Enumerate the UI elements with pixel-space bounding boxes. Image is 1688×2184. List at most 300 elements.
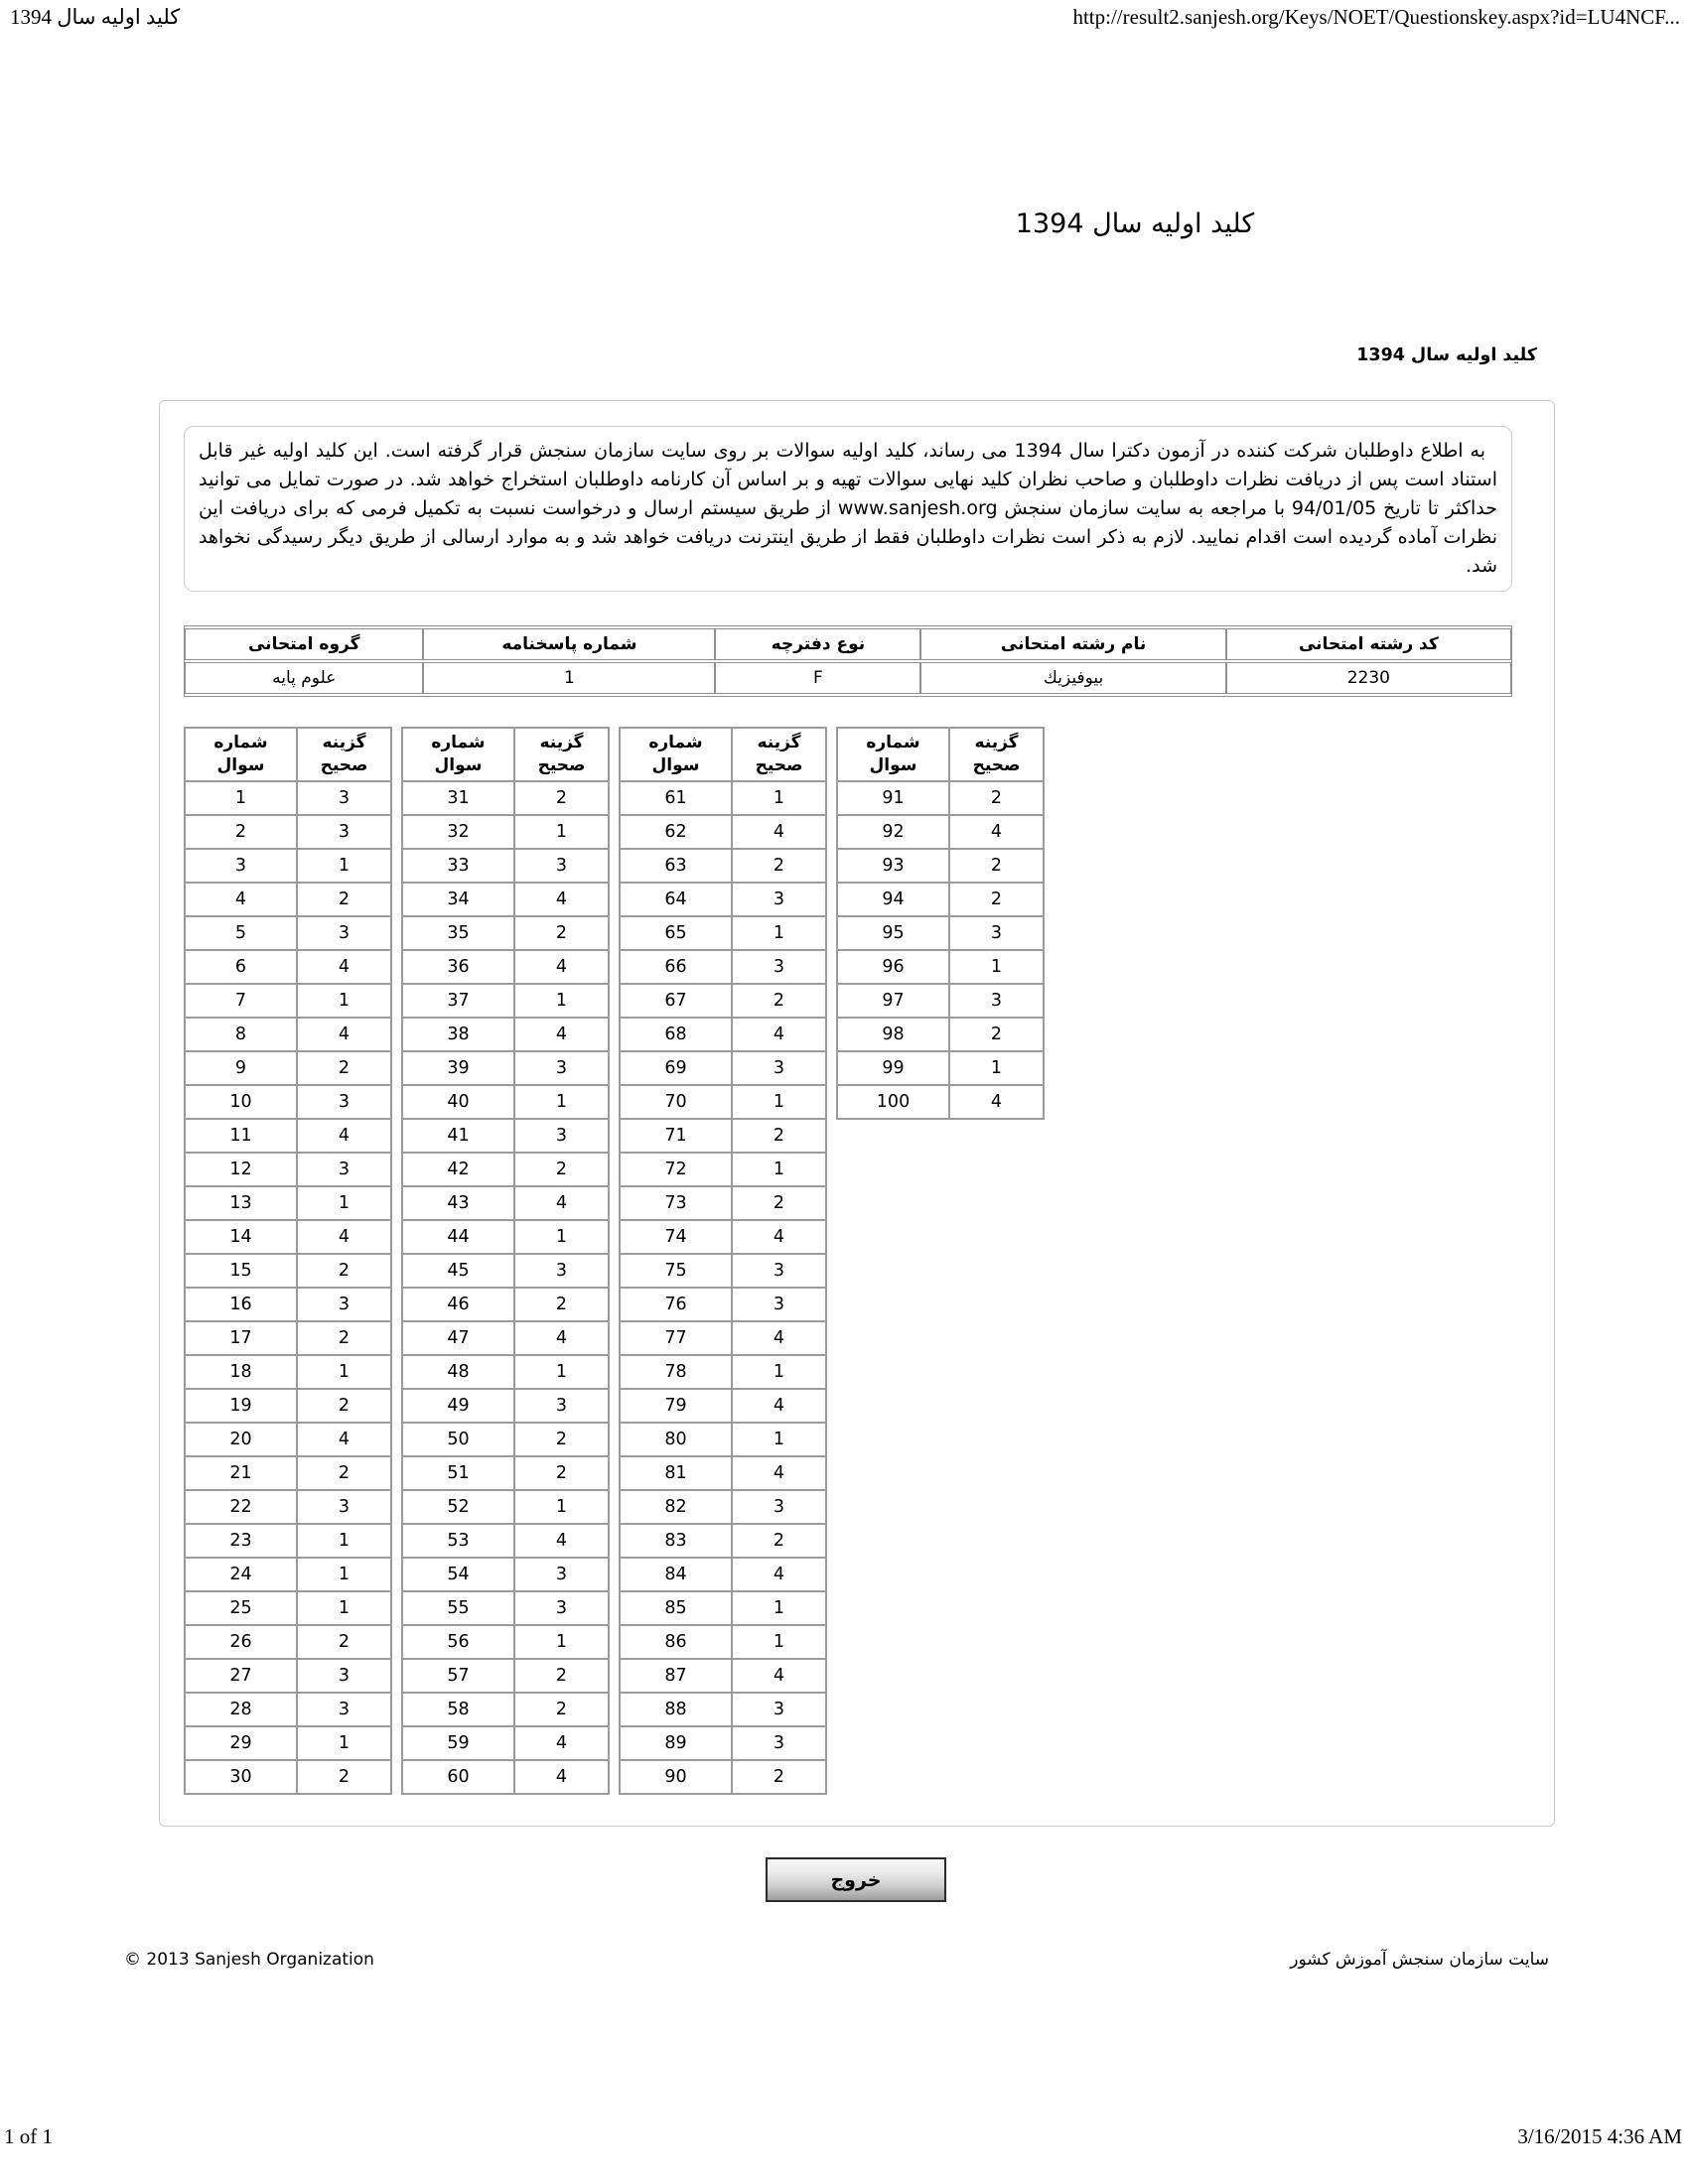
correct-option: 4 [949,815,1044,849]
question-number: 79 [620,1389,732,1423]
question-number: 70 [620,1085,732,1119]
question-number: 2 [185,815,297,849]
main-content-panel [159,400,1555,1827]
correct-option: 4 [732,1220,826,1254]
answer-row [402,1524,609,1558]
correct-option-header: گزینه صحیح [732,728,826,781]
answer-row [402,1051,609,1085]
correct-option: 3 [297,1085,391,1119]
correct-option: 1 [949,1051,1044,1085]
answer-row [620,1051,826,1085]
answersheet-number-value: 1 [423,662,715,694]
question-number: 83 [620,1524,732,1558]
answer-row [620,1693,826,1726]
correct-option: 2 [297,1321,391,1355]
question-number: 33 [402,849,514,883]
correct-option: 3 [514,1051,609,1085]
correct-option: 4 [949,1085,1044,1119]
answer-row [837,950,1044,984]
answer-row [620,1456,826,1490]
answer-row [837,883,1044,916]
print-header-title: کلید اولیه سال 1394 [10,5,181,29]
question-number: 90 [620,1760,732,1794]
correct-option: 4 [732,1659,826,1693]
question-number: 84 [620,1558,732,1591]
correct-option: 3 [732,1254,826,1288]
answer-key-header-row [185,728,391,781]
answersheet-number-header: شماره پاسخنامه [423,628,715,660]
correct-option: 3 [514,1119,609,1153]
correct-option: 1 [732,781,826,815]
correct-option: 4 [514,1760,609,1794]
correct-option-header: گزینه صحیح [949,728,1044,781]
correct-option: 4 [732,1321,826,1355]
answer-row [620,781,826,815]
question-number: 82 [620,1490,732,1524]
question-number: 50 [402,1423,514,1456]
question-number-header: شماره سوال [402,728,514,781]
answer-row [185,1085,391,1119]
question-number: 25 [185,1591,297,1625]
answer-row [402,1625,609,1659]
answer-row [185,984,391,1018]
question-number: 5 [185,916,297,950]
answer-row [402,1389,609,1423]
correct-option: 4 [514,1186,609,1220]
answer-row [620,1726,826,1760]
question-number: 23 [185,1524,297,1558]
question-number: 92 [837,815,949,849]
question-number: 86 [620,1625,732,1659]
answer-row [185,1321,391,1355]
correct-option: 3 [297,815,391,849]
answer-row [402,1355,609,1389]
question-number: 91 [837,781,949,815]
question-number: 55 [402,1591,514,1625]
correct-option: 2 [514,916,609,950]
answer-row [402,1321,609,1355]
answer-row [185,1389,391,1423]
correct-option: 2 [732,1524,826,1558]
correct-option: 3 [949,916,1044,950]
correct-option: 1 [732,1625,826,1659]
answer-row [402,1288,609,1321]
answer-row [620,1389,826,1423]
answer-row [185,1220,391,1254]
question-number: 93 [837,849,949,883]
answer-row [620,1119,826,1153]
exam-info-value-row [185,662,1511,694]
question-number: 88 [620,1693,732,1726]
answer-row [185,916,391,950]
correct-option: 1 [732,1153,826,1186]
question-number: 32 [402,815,514,849]
question-number: 19 [185,1389,297,1423]
correct-option: 1 [514,815,609,849]
answer-key-header-row [837,728,1044,781]
question-number: 96 [837,950,949,984]
correct-option: 2 [514,781,609,815]
correct-option: 1 [732,1591,826,1625]
question-number-header: شماره سوال [620,728,732,781]
question-number: 87 [620,1659,732,1693]
correct-option: 3 [297,1659,391,1693]
answer-row [620,1321,826,1355]
answer-row [402,1659,609,1693]
correct-option: 2 [949,1018,1044,1051]
correct-option: 3 [297,781,391,815]
correct-option: 3 [732,1288,826,1321]
question-number: 54 [402,1558,514,1591]
answer-row [620,984,826,1018]
correct-option: 4 [297,950,391,984]
answer-row [402,1726,609,1760]
page-subtitle: کلید اولیه سال 1394 [1356,345,1537,365]
booklet-type-value: F [715,662,920,694]
correct-option: 4 [297,1018,391,1051]
answer-key-table-61-90 [619,727,827,1795]
field-name-header: نام رشته امتحانی [920,628,1225,660]
question-number: 12 [185,1153,297,1186]
answer-row [620,1591,826,1625]
question-number: 27 [185,1659,297,1693]
answer-row [185,950,391,984]
answer-row [402,1693,609,1726]
question-number: 75 [620,1254,732,1288]
notice-text: به اطلاع داوطلبان شرکت کننده در آزمون دکترا سال 1394 می رساند، کلید اولیه سوالات بر روی سایت سازمان سنجش قرار گرفته است. این کلید اولیه غیر قابل استناد است پس از دریافت نظرات داوطلبان و صاحب نظران کلید نهایی سوالات تهیه و بر اساس آن کارنامه داوطلبان استخراج خواهد شد. در صورت تمایل می توانید حداکثر تا تاریخ 94/01/05 با مراجعه به سایت سازمان سنجش www.sanjesh.org از طریق سیستم ارسال و درخواست نسبت به تکمیل فرمی که برای دریافت این نظرات آماده گردیده است اقدام نمایید. لازم به ذکر است نظرات داوطلبان فقط از طریق اینترنت دریافت خواهد شد و به موارد ارسالی از طریق دیگر رسیدگی نخواهد شد. [199,440,1498,577]
question-number: 58 [402,1693,514,1726]
correct-option: 3 [297,1153,391,1186]
correct-option: 1 [297,984,391,1018]
question-number: 42 [402,1153,514,1186]
correct-option: 1 [732,1085,826,1119]
correct-option: 3 [514,1389,609,1423]
correct-option: 1 [297,849,391,883]
exam-info-table [184,625,1512,697]
answer-row [185,1254,391,1288]
answer-row [402,1153,609,1186]
question-number: 97 [837,984,949,1018]
question-number: 7 [185,984,297,1018]
correct-option: 2 [297,1625,391,1659]
correct-option: 1 [514,1220,609,1254]
answer-row [185,1018,391,1051]
answer-row [185,1591,391,1625]
question-number: 31 [402,781,514,815]
question-number: 26 [185,1625,297,1659]
question-number: 35 [402,916,514,950]
correct-option: 4 [732,1558,826,1591]
booklet-type-header: نوع دفترچه [715,628,920,660]
question-number-header: شماره سوال [837,728,949,781]
copyright-text: © 2013 Sanjesh Organization [124,1950,374,1970]
answer-row [620,950,826,984]
question-number: 45 [402,1254,514,1288]
answer-row [185,1490,391,1524]
question-number: 21 [185,1456,297,1490]
question-number: 13 [185,1186,297,1220]
correct-option: 2 [732,1186,826,1220]
correct-option: 3 [514,1591,609,1625]
question-number: 66 [620,950,732,984]
question-number: 22 [185,1490,297,1524]
question-number: 49 [402,1389,514,1423]
answer-row [185,1186,391,1220]
correct-option: 2 [949,883,1044,916]
answer-row [620,815,826,849]
answer-row [185,1659,391,1693]
question-number: 24 [185,1558,297,1591]
correct-option: 1 [514,1490,609,1524]
answer-row [620,1254,826,1288]
correct-option: 3 [297,1490,391,1524]
answer-row [185,1625,391,1659]
correct-option: 4 [732,815,826,849]
correct-option: 1 [297,1591,391,1625]
question-number: 40 [402,1085,514,1119]
answer-row [185,1153,391,1186]
answer-row [402,1456,609,1490]
answer-row [620,1186,826,1220]
question-number: 6 [185,950,297,984]
correct-option: 2 [514,1153,609,1186]
answer-row [402,883,609,916]
correct-option: 3 [514,1254,609,1288]
question-number: 80 [620,1423,732,1456]
answer-row [837,849,1044,883]
correct-option: 3 [514,1558,609,1591]
correct-option: 4 [297,1423,391,1456]
correct-option: 1 [297,1524,391,1558]
question-number: 99 [837,1051,949,1085]
correct-option: 3 [732,1726,826,1760]
question-number: 52 [402,1490,514,1524]
correct-option: 3 [732,1051,826,1085]
question-number: 78 [620,1355,732,1389]
question-number: 37 [402,984,514,1018]
question-number: 29 [185,1726,297,1760]
question-number: 72 [620,1153,732,1186]
answer-row [837,916,1044,950]
answer-row [402,916,609,950]
answer-key-table-31-60 [401,727,610,1795]
exam-info-header-row [185,628,1511,660]
page-count: 1 of 1 [4,2124,53,2148]
correct-option: 3 [514,849,609,883]
correct-option: 1 [297,1726,391,1760]
correct-option: 2 [732,849,826,883]
answer-key-table-91-100 [836,727,1045,1120]
question-number: 18 [185,1355,297,1389]
answer-row [185,1558,391,1591]
answer-row [837,1051,1044,1085]
correct-option: 3 [732,1693,826,1726]
correct-option: 1 [514,1355,609,1389]
answer-row [185,849,391,883]
question-number: 9 [185,1051,297,1085]
print-footer [4,2124,1682,2149]
question-number: 30 [185,1760,297,1794]
answer-row [402,1220,609,1254]
answer-key-table-1-30 [184,727,392,1795]
answer-row [185,883,391,916]
correct-option: 1 [514,984,609,1018]
answer-row [620,1423,826,1456]
print-header [10,5,1680,30]
correct-option: 4 [514,950,609,984]
question-number: 94 [837,883,949,916]
question-number: 76 [620,1288,732,1321]
print-datetime: 3/16/2015 4:36 AM [1517,2124,1682,2148]
question-number: 62 [620,815,732,849]
question-number: 89 [620,1726,732,1760]
answer-row [402,1760,609,1794]
answer-row [620,883,826,916]
correct-option: 2 [297,883,391,916]
question-number: 39 [402,1051,514,1085]
answer-row [402,815,609,849]
correct-option: 1 [297,1186,391,1220]
question-number: 95 [837,916,949,950]
answer-row [402,984,609,1018]
correct-option: 4 [732,1456,826,1490]
question-number: 59 [402,1726,514,1760]
question-number: 43 [402,1186,514,1220]
question-number: 14 [185,1220,297,1254]
answer-row [402,950,609,984]
print-header-url: http://result2.sanjesh.org/Keys/NOET/Questionskey.aspx?id=LU4NCF... [1072,5,1680,29]
correct-option: 2 [514,1456,609,1490]
answer-row [837,984,1044,1018]
correct-option: 2 [732,984,826,1018]
correct-option: 2 [732,1119,826,1153]
correct-option: 4 [732,1018,826,1051]
answer-row [620,1288,826,1321]
question-number: 57 [402,1659,514,1693]
correct-option: 1 [297,1558,391,1591]
question-number: 51 [402,1456,514,1490]
question-number: 100 [837,1085,949,1119]
answer-row [402,1254,609,1288]
question-number: 68 [620,1018,732,1051]
site-footer [0,1950,1688,1974]
answer-row [620,1153,826,1186]
correct-option-header: گزینه صحیح [297,728,391,781]
answer-row [620,916,826,950]
answer-row [837,781,1044,815]
site-name-text: سایت سازمان سنجش آموزش کشور [1290,1950,1549,1970]
question-number: 16 [185,1288,297,1321]
answer-key-header-row [620,728,826,781]
question-number: 69 [620,1051,732,1085]
answer-row [620,849,826,883]
answer-row [185,1119,391,1153]
answer-row [185,1288,391,1321]
question-number: 48 [402,1355,514,1389]
correct-option: 4 [514,883,609,916]
question-number: 1 [185,781,297,815]
answer-row [185,1524,391,1558]
page-title: کلید اولیه سال 1394 [1015,208,1255,239]
correct-option: 2 [514,1423,609,1456]
question-number: 41 [402,1119,514,1153]
correct-option: 2 [297,1456,391,1490]
question-number: 20 [185,1423,297,1456]
answer-row [620,1085,826,1119]
correct-option: 2 [297,1760,391,1794]
correct-option: 2 [297,1389,391,1423]
answer-row [185,815,391,849]
correct-option: 2 [949,781,1044,815]
question-number: 38 [402,1018,514,1051]
answer-row [620,1760,826,1794]
correct-option: 3 [297,1288,391,1321]
answer-row [402,1085,609,1119]
question-number: 3 [185,849,297,883]
answer-row [837,815,1044,849]
correct-option: 4 [514,1524,609,1558]
question-number: 67 [620,984,732,1018]
field-code-value: 2230 [1226,662,1511,694]
correct-option: 3 [732,950,826,984]
answer-row [185,1726,391,1760]
correct-option: 1 [514,1625,609,1659]
question-number: 10 [185,1085,297,1119]
answer-row [620,1524,826,1558]
answer-row [402,849,609,883]
correct-option: 3 [732,883,826,916]
answer-row [402,1423,609,1456]
correct-option: 3 [949,984,1044,1018]
answer-row [185,781,391,815]
correct-option: 4 [514,1018,609,1051]
correct-option: 4 [297,1119,391,1153]
answer-row [620,1220,826,1254]
answer-row [185,1456,391,1490]
question-number: 65 [620,916,732,950]
question-number: 34 [402,883,514,916]
correct-option: 1 [297,1355,391,1389]
question-number: 56 [402,1625,514,1659]
question-number: 8 [185,1018,297,1051]
answer-row [620,1355,826,1389]
exam-group-value: علوم پایه [185,662,423,694]
question-number: 46 [402,1288,514,1321]
correct-option: 3 [297,916,391,950]
correct-option-header: گزینه صحیح [514,728,609,781]
question-number: 44 [402,1220,514,1254]
correct-option: 1 [732,1423,826,1456]
correct-option: 2 [514,1693,609,1726]
question-number: 73 [620,1186,732,1220]
correct-option: 4 [297,1220,391,1254]
correct-option: 2 [514,1288,609,1321]
correct-option: 4 [514,1726,609,1760]
question-number: 4 [185,883,297,916]
answer-row [620,1625,826,1659]
correct-option: 2 [297,1254,391,1288]
question-number-header: شماره سوال [185,728,297,781]
correct-option: 2 [514,1659,609,1693]
question-number: 98 [837,1018,949,1051]
question-number: 74 [620,1220,732,1254]
answer-key-tables [184,727,1045,1795]
exit-button[interactable]: خروج [766,1857,946,1902]
answer-row [620,1018,826,1051]
question-number: 71 [620,1119,732,1153]
question-number: 53 [402,1524,514,1558]
question-number: 15 [185,1254,297,1288]
